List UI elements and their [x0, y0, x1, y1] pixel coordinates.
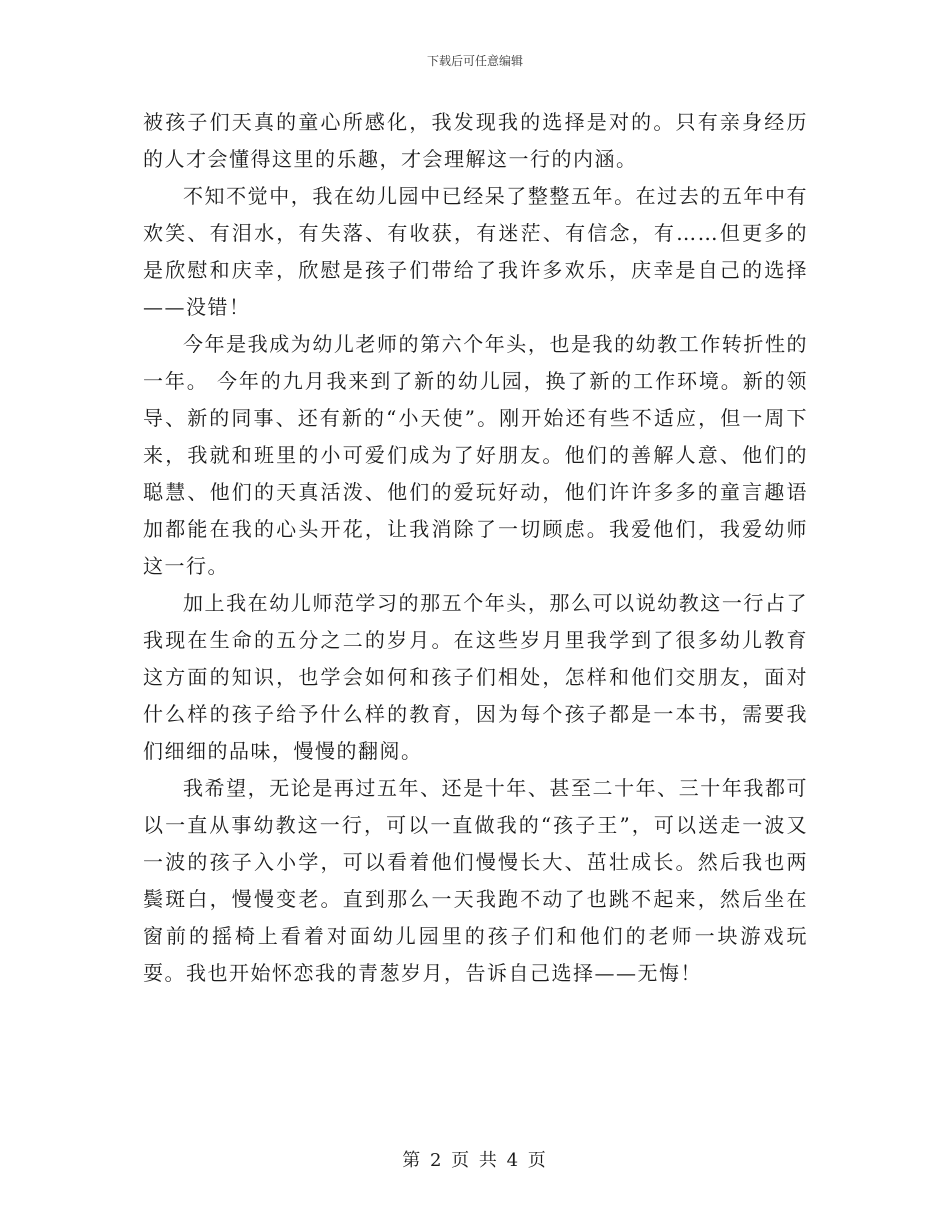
page-header: 下载后可任意编辑 — [426, 54, 523, 68]
paragraph-continued: 被孩子们天真的童心所感化，我发现我的选择是对的。只有亲身经历的人才会懂得这里的乐趣，才会理解这一行的内涵。 — [143, 110, 808, 171]
page-number-footer: 第 2 页 共 4 页 — [402, 1150, 548, 1171]
document-body — [143, 104, 808, 992]
paragraph: 我希望，无论是再过五年、还是十年、甚至二十年、三十年我都可以一直从事幼教这一行，可以一直做我的“孩子王”，可以送走一波又一波的孩子入小学，可以看着他们慢慢长大、茁壮成长。然后我也两鬓斑白，慢慢变老。直到那么一天我跑不动了也跳不起来，然后坐在窗前的摇椅上看着对面幼儿园里的孩子们和他们的老师一块游戏玩耍。我也开始怀恋我的青葱岁月，告诉自己选择——无悔！ — [143, 776, 808, 985]
paragraph: 不知不觉中，我在幼儿园中已经呆了整整五年。在过去的五年中有欢笑、有泪水，有失落、有收获，有迷茫、有信念，有……但更多的是欣慰和庆幸，欣慰是孩子们带给了我许多欢乐，庆幸是自己的选择——没错！ — [143, 184, 808, 319]
paragraph: 加上我在幼儿师范学习的那五个年头，那么可以说幼教这一行占了我现在生命的五分之二的岁月。在这些岁月里我学到了很多幼儿教育这方面的知识，也学会如何和孩子们相处，怎样和他们交朋友，面对什么样的孩子给予什么样的教育，因为每个孩子都是一本书，需要我们细细的品味，慢慢的翻阅。 — [143, 591, 808, 763]
paragraph: 今年是我成为幼儿老师的第六个年头，也是我的幼教工作转折性的一年。 今年的九月我来到了新的幼儿园，换了新的工作环境。新的领导、新的同事、还有新的“小天使”。刚开始还有些不适应，但一周下来，我就和班里的小可爱们成为了好朋友。他们的善解人意、他们的聪慧、他们的天真活泼、他们的爱玩好动，他们许许多多的童言趣语加都能在我的心头开花，让我消除了一切顾虑。我爱他们，我爱幼师这一行。 — [143, 332, 808, 578]
